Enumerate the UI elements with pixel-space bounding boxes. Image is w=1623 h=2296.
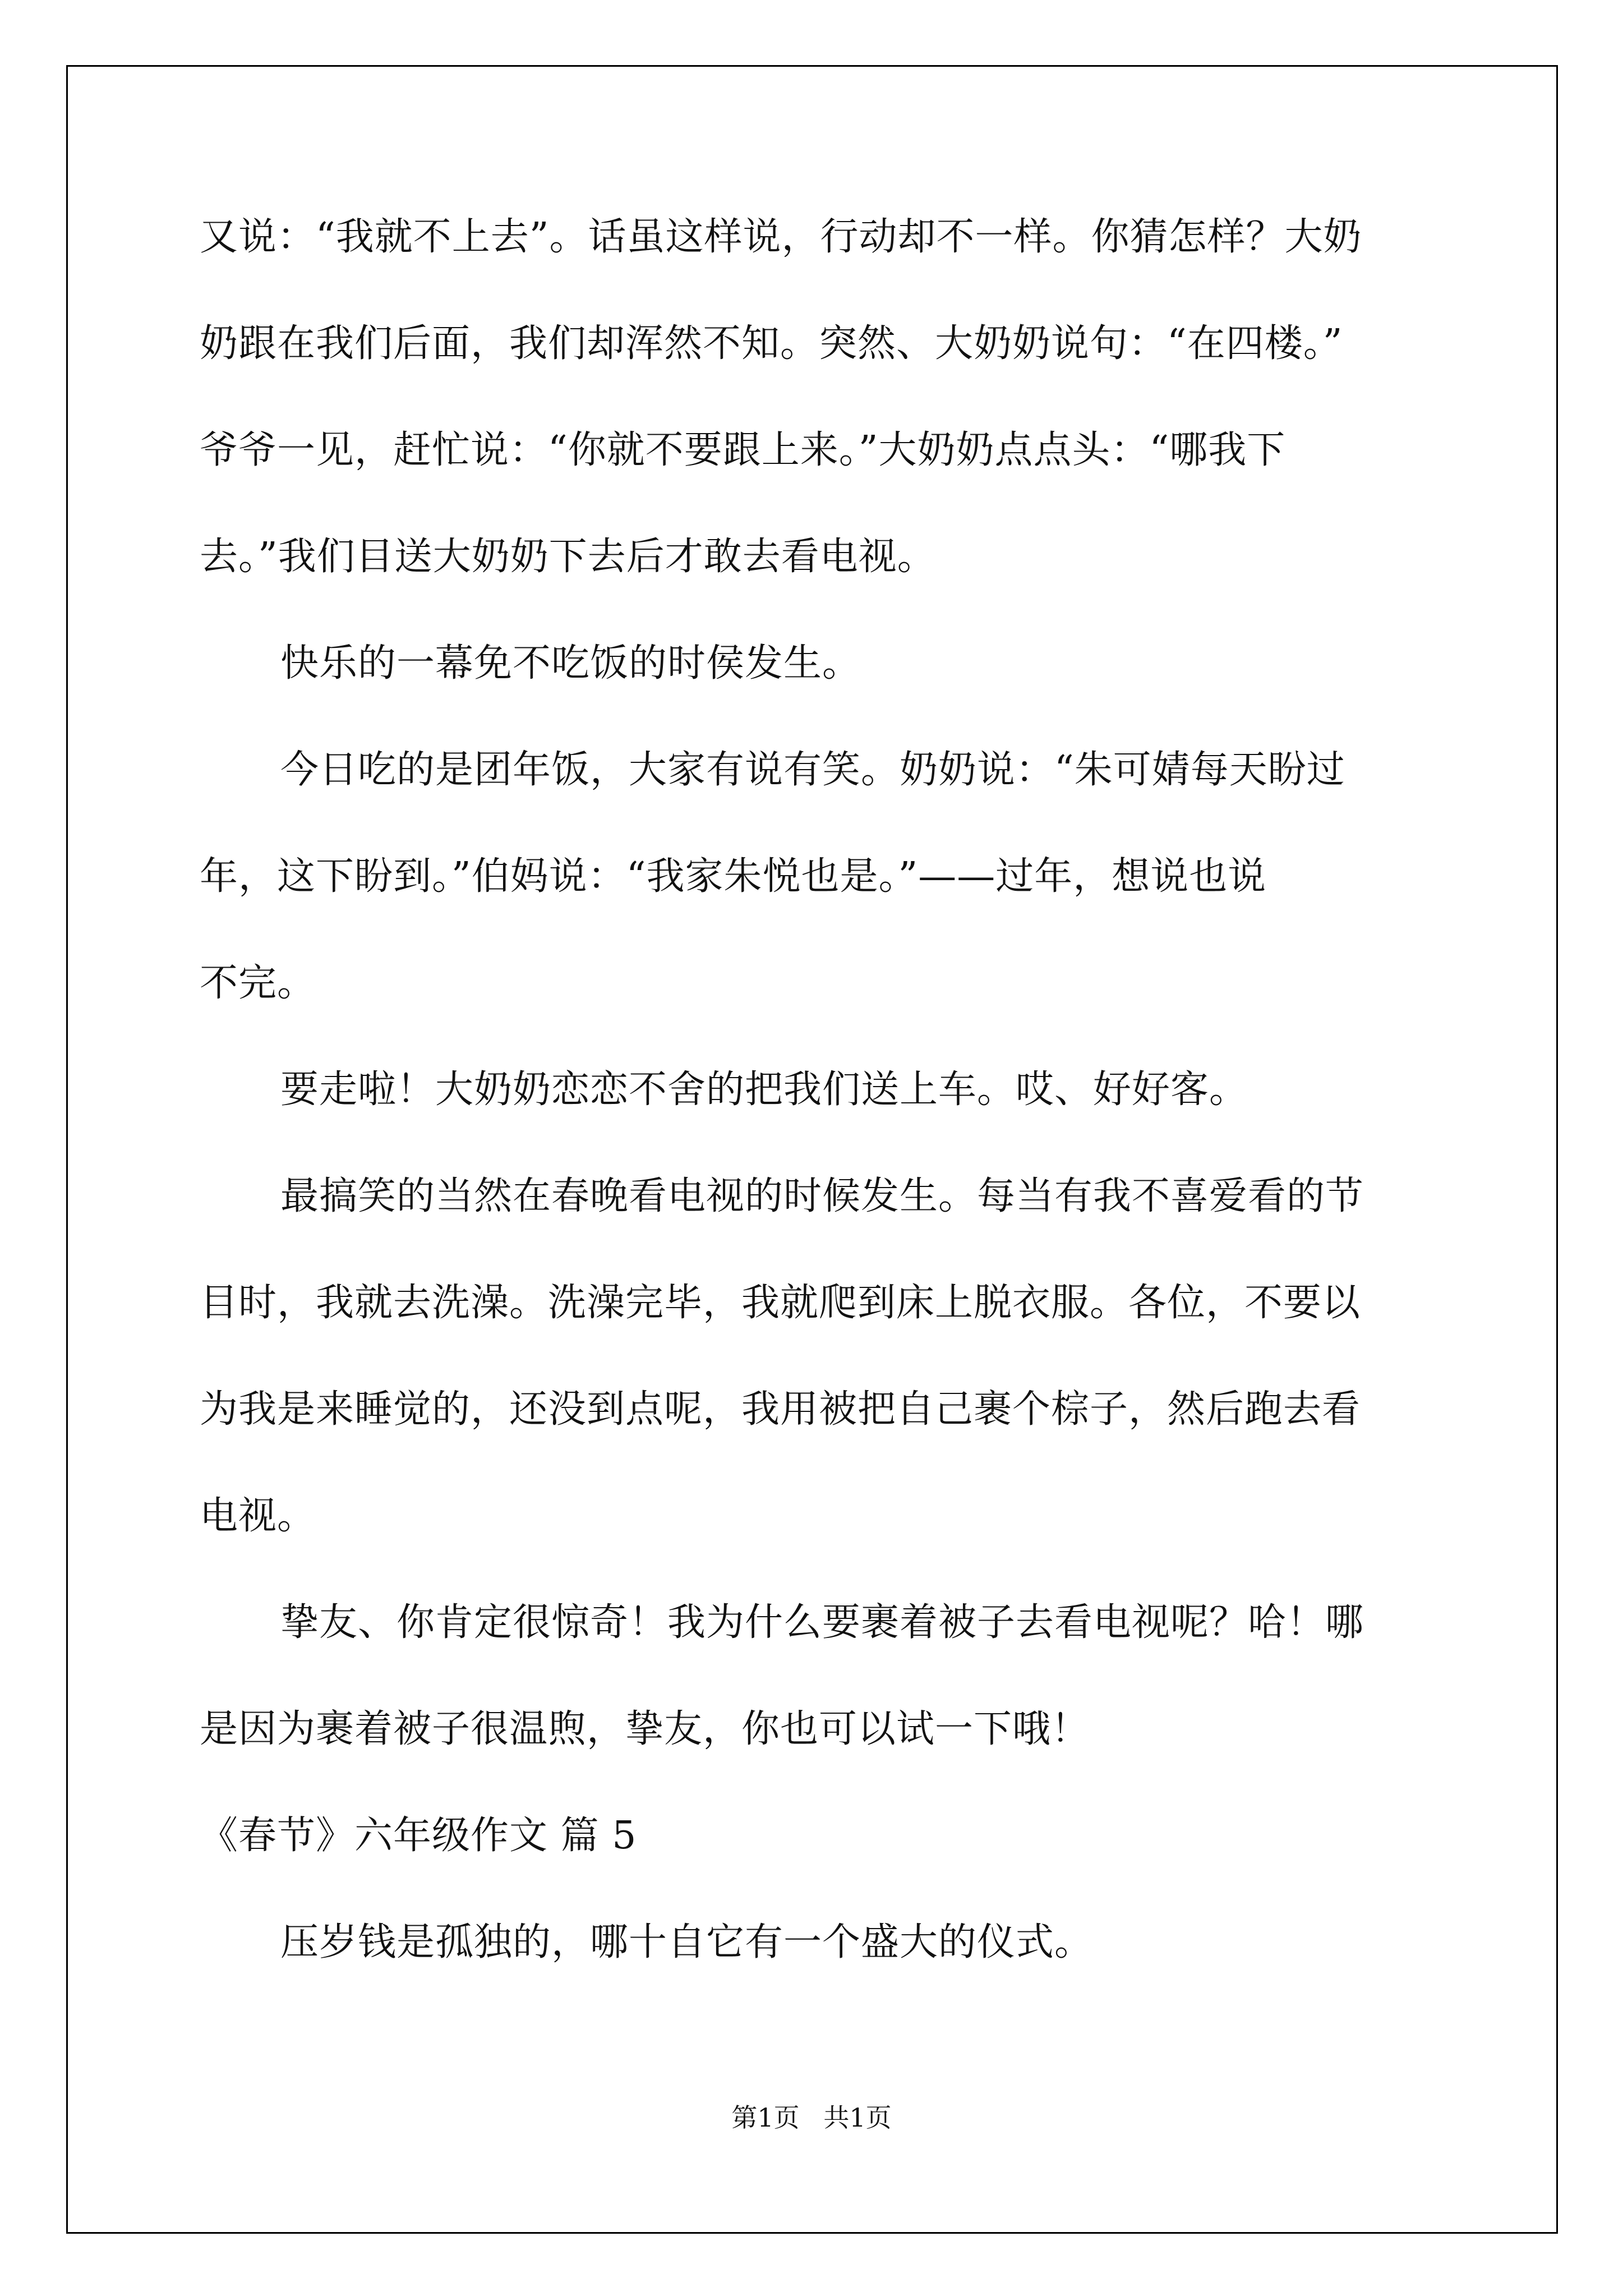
page-footer	[0, 2101, 1623, 2134]
text-line: 目时，我就去洗澡。洗澡完毕，我就爬到床上脱衣服。各位，不要以	[200, 1281, 1361, 1325]
text-line: 是因为裹着被子很温煦，挚友，你也可以试一下哦！	[200, 1707, 1090, 1751]
text-line: 为我是来睡觉的，还没到点呢，我用被把自己裹个棕子，然后跑去看	[200, 1387, 1361, 1432]
text-line: 爷爷一见，赶忙说：“你就不要跟上来。”大奶奶点点头：“哪我下	[200, 428, 1286, 472]
section-heading: 《春节》六年级作文 篇 5	[200, 1814, 637, 1858]
text-line: 奶跟在我们后面，我们却浑然不知。突然、大奶奶说句：“在四楼。”	[200, 321, 1343, 366]
paragraph-line: 挚友、你肯定很惊奇！我为什么要裹着被子去看电视呢？哈！哪	[280, 1600, 1364, 1645]
page-number: 第1页	[731, 2102, 800, 2133]
text-line: 年，这下盼到。”伯妈说：“我家朱悦也是。”——过年，想说也说	[200, 854, 1267, 899]
paragraph-line: 要走啦！大奶奶恋恋不舍的把我们送上车。哎、好好客。	[280, 1068, 1248, 1112]
text-line: 又说：“我就不上去”。话虽这样说，行动却不一样。你猜怎样？大奶	[200, 215, 1362, 259]
paragraph-line: 最搞笑的当然在春晚看电视的时候发生。每当有我不喜爱看的节	[280, 1174, 1364, 1218]
text-line: 不完。	[200, 961, 316, 1005]
page-border	[66, 65, 1558, 2234]
paragraph-line: 快乐的一幕免不吃饭的时侯发生。	[280, 641, 861, 685]
page-total: 共1页	[823, 2102, 892, 2133]
text-line: 电视。	[200, 1494, 316, 1538]
paragraph-line: 今日吃的是团年饭，大家有说有笑。奶奶说：“朱可婧每天盼过	[280, 748, 1345, 792]
text-line: 去。”我们目送大奶奶下去后才敢去看电视。	[200, 535, 936, 579]
paragraph-line: 压岁钱是孤独的，哪十自它有一个盛大的仪式。	[280, 1920, 1094, 1964]
